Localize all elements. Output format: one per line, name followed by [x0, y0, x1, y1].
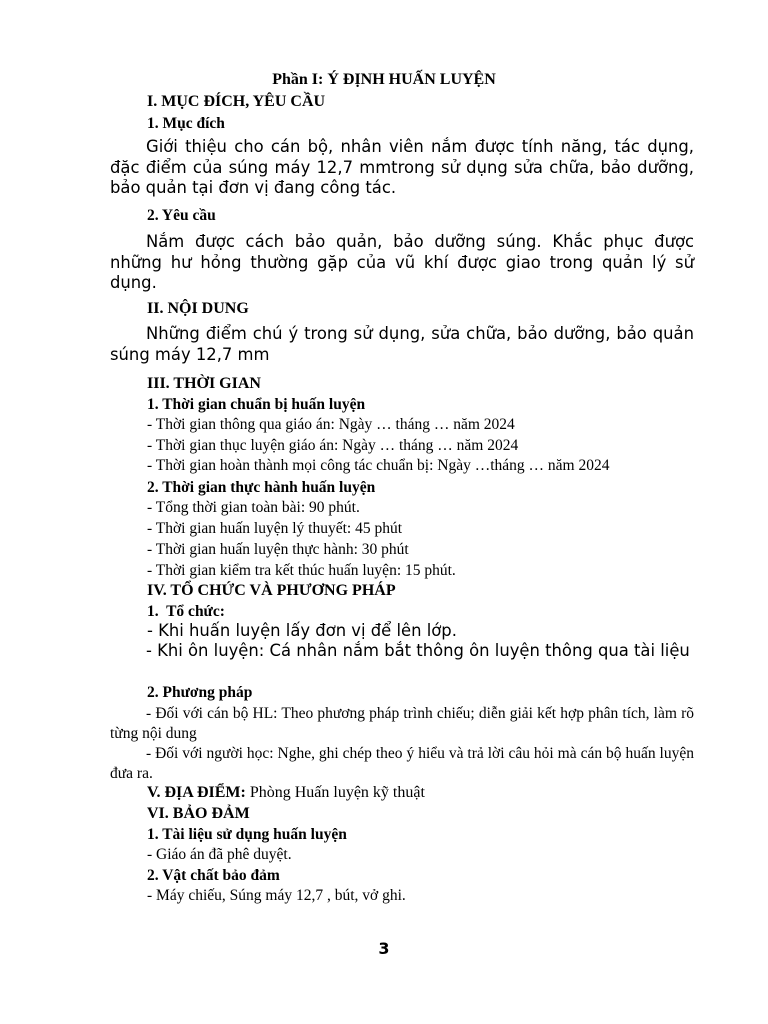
purpose-paragraph: [110, 137, 694, 199]
section3-heading: III. THỜI GIAN: [147, 375, 261, 392]
prep-item: - Thời gian thông qua giáo án: Ngày … tháng … năm 2024: [147, 416, 515, 433]
section5-heading: V. ĐỊA ĐIỂM:: [147, 784, 246, 801]
requirement-paragraph: [110, 232, 694, 294]
method-item: - Đối với người học: Nghe, ghi chép theo ý hiểu và trả lời câu hỏi mà cán bộ huấn luyện đưa ra.: [110, 745, 694, 782]
requirement-text: Nắm được cách bảo quản, bảo dưỡng súng. Khắc phục được những hư hỏng thường gặp của vũ khí được giao trong quản lý sử dụng.: [110, 232, 694, 292]
part-title: Phần I: Ý ĐỊNH HUẤN LUYỆN: [272, 71, 496, 88]
section6-heading: VI. BẢO ĐẢM: [147, 805, 250, 822]
page-number: 3: [378, 939, 390, 958]
prep-item: - Thời gian thục luyện giáo án: Ngày … tháng … năm 2024: [147, 437, 519, 454]
content-paragraph: [110, 324, 694, 365]
section4-heading: IV. TỔ CHỨC VÀ PHƯƠNG PHÁP: [147, 582, 396, 599]
method-item-paragraph: [110, 704, 694, 744]
org-item: - Khi huấn luyện lấy đơn vị để lên lớp.: [147, 621, 457, 640]
requirement-heading: 2. Yêu cầu: [147, 207, 216, 224]
materials-item: - Máy chiếu, Súng máy 12,7 , bút, vở ghi.: [147, 887, 406, 904]
location-line: [147, 783, 425, 803]
practice-item: - Tổng thời gian toàn bài: 90 phút.: [147, 499, 360, 516]
prep-heading: 1. Thời gian chuẩn bị huấn luyện: [147, 396, 366, 413]
method-item-paragraph: [110, 744, 694, 784]
purpose-heading: 1. Mục đích: [147, 115, 225, 132]
practice-item: - Thời gian huấn luyện thực hành: 30 phút: [147, 541, 409, 558]
org-item: - Khi ôn luyện: Cá nhân nắm bắt thông ôn luyện thông qua tài liệu: [146, 641, 690, 660]
practice-item: - Thời gian huấn luyện lý thuyết: 45 phút: [147, 520, 403, 537]
method-heading: 2. Phương pháp: [147, 684, 253, 701]
org-item-paragraph: [110, 641, 694, 662]
location-value: Phòng Huấn luyện kỹ thuật: [245, 784, 425, 801]
practice-heading: 2. Thời gian thực hành huấn luyện: [147, 479, 376, 496]
practice-item: - Thời gian kiểm tra kết thúc huấn luyện: 15 phút.: [147, 562, 456, 579]
docs-heading: 1. Tài liệu sử dụng huấn luyện: [147, 826, 347, 843]
content-text: Những điểm chú ý trong sử dụng, sửa chữa, bảo dưỡng, bảo quản súng máy 12,7 mm: [110, 324, 694, 364]
section2-heading: II. NỘI DUNG: [147, 300, 249, 317]
prep-item: - Thời gian hoàn thành mọi công tác chuẩn bị: Ngày …tháng … năm 2024: [147, 457, 610, 474]
org-heading: 1. Tổ chức:: [147, 603, 225, 620]
materials-heading: 2. Vật chất bảo đảm: [147, 867, 280, 884]
method-item: - Đối với cán bộ HL: Theo phương pháp trình chiếu; diễn giải kết hợp phân tích, làm rõ từng nội dung: [110, 705, 694, 742]
section1-heading: I. MỤC ĐÍCH, YÊU CẦU: [147, 93, 326, 110]
purpose-text: Giới thiệu cho cán bộ, nhân viên nắm được tính năng, tác dụng, đặc điểm của súng máy 12,7 mmtrong sử dụng sửa chữa, bảo dưỡng, bảo quản tại đơn vị đang công tác.: [110, 137, 694, 197]
docs-item: - Giáo án đã phê duyệt.: [147, 846, 292, 863]
